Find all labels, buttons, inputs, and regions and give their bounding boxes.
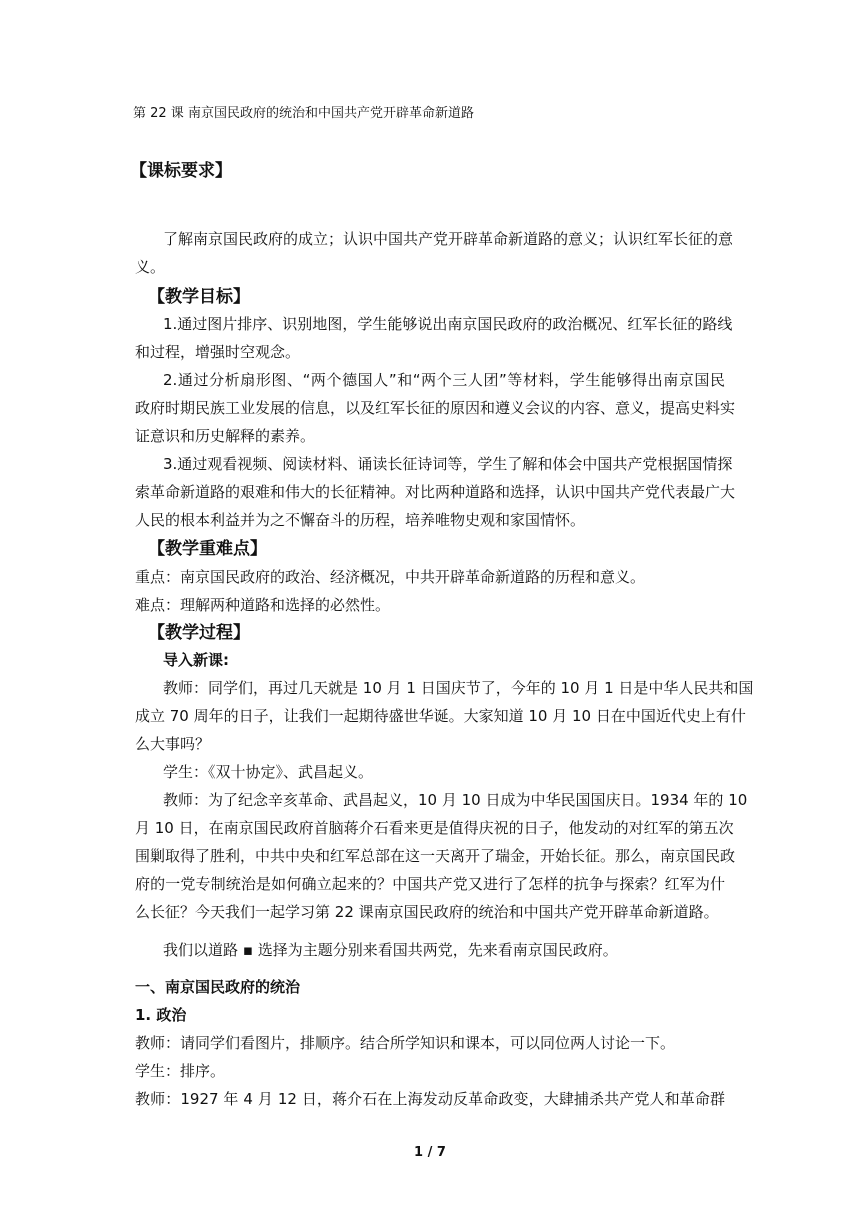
teacher-3: 教师：请同学们看图片，排顺序。结合所学知识和课本，可以同位两人讨论一下。 (135, 1034, 676, 1052)
mubiao-p3-line-2: 索革命新道路的艰难和伟大的长征精神。对比两种道路和选择，认识中国共产党代表最广大 (135, 483, 736, 501)
teacher-2-line-3: 围剿取得了胜利，中共中央和红军总部在这一天离开了瑞金，开始长征。那么，南京国民政 (135, 847, 736, 865)
teacher-4-line-1: 教师：1927 年 4 月 12 日，蒋介石在上海发动反革命政变，大肆捕杀共产党人和革命群 (135, 1090, 725, 1108)
heading-kebiao: 【课标要求】 (130, 161, 232, 181)
nandian-text: 难点：理解两种道路和选择的必然性。 (135, 596, 391, 614)
kebiao-line-1: 了解南京国民政府的成立；认识中国共产党开辟革命新道路的意义；认识红军长征的意 (163, 230, 734, 248)
mubiao-p2-line-3: 证意识和历史解释的素养。 (135, 427, 316, 445)
heading-mubiao: 【教学目标】 (148, 287, 250, 307)
mubiao-p3-line-1: 3.通过观看视频、阅读材料、诵读长征诗词等，学生了解和体会中国共产党根据国情探 (163, 455, 733, 473)
teacher-1-line-3: 么大事吗？ (135, 735, 211, 753)
mubiao-p1-line-2: 和过程，增强时空观念。 (135, 343, 301, 361)
teacher-1-line-2: 成立 70 周年的日子，让我们一起期待盛世华诞。大家知道 10 月 10 日在中国近代史上有什 (135, 707, 746, 725)
heading-zhongnan: 【教学重难点】 (148, 539, 267, 559)
intro-label: 导入新课: (163, 651, 229, 669)
student-2: 学生：排序。 (135, 1062, 226, 1080)
teacher-2-line-5: 么长征？今天我们一起学习第 22 课南京国民政府的统治和中国共产党开辟革命新道路。 (135, 903, 719, 921)
teacher-2-line-2: 月 10 日，在南京国民政府首脑蒋介石看来更是值得庆祝的日子，他发动的对红军的第五次 (135, 819, 734, 837)
zhongdian-text: 重点：南京国民政府的政治、经济概况，中共开辟革命新道路的历程和意义。 (135, 568, 646, 586)
mubiao-p3-line-3: 人民的根本利益并为之不懈奋斗的历程，培养唯物史观和家国情怀。 (135, 511, 586, 529)
teacher-1-line-1: 教师：同学们，再过几天就是 10 月 1 日国庆节了，今年的 10 月 1 日是中华人民共和国 (163, 679, 754, 697)
heading-guocheng: 【教学过程】 (148, 623, 250, 643)
kebiao-line-2: 义。 (135, 258, 166, 276)
mubiao-p2-line-2: 政府时期民族工业发展的信息，以及红军长征的原因和遵义会议的内容、意义，提高史料实 (135, 399, 736, 417)
doc-title: 第 22 课 南京国民政府的统治和中国共产党开辟革命新道路 (133, 106, 474, 121)
part-1-1-heading: 1. 政治 (135, 1006, 187, 1024)
mubiao-p1-line-1: 1.通过图片排序、识别地图，学生能够说出南京国民政府的政治概况、红军长征的路线 (163, 315, 733, 333)
teacher-2-line-1: 教师：为了纪念辛亥革命、武昌起义，10 月 10 日成为中华民国国庆日。1934 年的 10 (163, 791, 748, 809)
student-1: 学生：《双十协定》、武昌起义。 (163, 763, 374, 781)
part-1-heading: 一、南京国民政府的统治 (135, 978, 301, 996)
mubiao-p2-line-1: 2.通过分析扇形图、“两个德国人”和“两个三人团”等材料，学生能够得出南京国民 (163, 371, 725, 389)
teacher-2-line-4: 府的一党专制统治是如何确立起来的？中国共产党又进行了怎样的抗争与探索？红军为什 (135, 875, 725, 893)
page-number: 1 / 7 (414, 1145, 446, 1160)
theme-paragraph: 我们以道路 ▪ 选择为主题分别来看国共两党，先来看南京国民政府。 (163, 941, 618, 959)
